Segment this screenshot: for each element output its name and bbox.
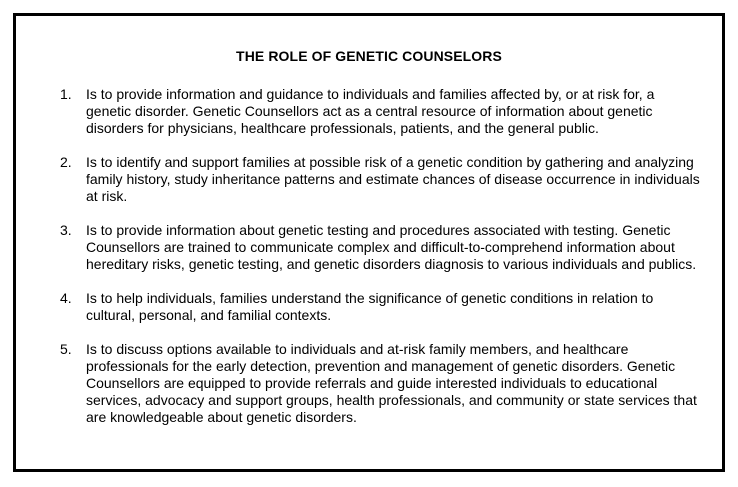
roles-list [60,86,700,443]
list-item-text: Is to help individuals, families understand the significance of genetic conditions in relation to cultural, personal, and familial contexts. [86,290,654,323]
list-item-text: Is to provide information about genetic testing and procedures associated with testing. Genetic Counsellors are trained to communicate complex and difficult-to-comprehend information about hereditary risks, genetic testing, and genetic disorders diagnosis to various individuals and publics. [86,222,697,272]
list-item-number: 3. [60,222,72,238]
list-item-number: 5. [60,341,72,357]
document-frame [13,13,725,472]
list-item [60,86,700,137]
list-item [60,341,700,426]
list-item-number: 1. [60,86,72,102]
list-item-number: 4. [60,290,72,306]
list-item-text: Is to discuss options available to individuals and at-risk family members, and healthcare professionals for the early detection, prevention and management of genetic disorders. Genetic Counsellors are equipped to provide referrals and guide interested individuals to educational services, advocacy and support groups, health professionals, and community or state services that are knowledgeable about genetic disorders. [86,341,697,425]
list-item-text: Is to provide information and guidance to individuals and families affected by, or at risk for, a genetic disorder. Genetic Counsellors act as a central resource of information about genetic disorders for physicians, healthcare professionals, patients, and the general public. [86,86,655,136]
list-item [60,290,700,324]
list-item-number: 2. [60,154,72,170]
document-title: THE ROLE OF GENETIC COUNSELORS [236,48,502,64]
list-item [60,154,700,205]
list-item-text: Is to identify and support families at possible risk of a genetic condition by gathering and analyzing family history, study inheritance patterns and estimate chances of disease occurrence in individuals at risk. [86,154,700,204]
list-item [60,222,700,273]
